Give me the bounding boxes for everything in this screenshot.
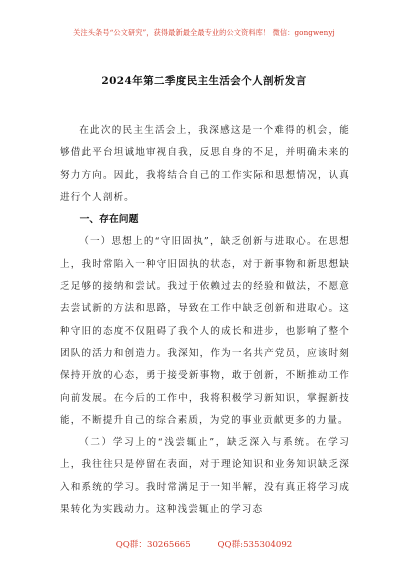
section-heading-problems: 一、存在问题: [79, 214, 139, 226]
document-title: 2024年第二季度民主生活会个人剖析发言: [101, 75, 307, 87]
footer-qq-group-1: QQ群：30265665: [115, 540, 191, 550]
footer-contact: [0, 538, 408, 550]
problem-paragraph-2: （二）学习上的“浅尝辄止”，缺乏深入与系统。在学习上，我往往只是停留在表面，对于理论知识和业务知识缺乏深入和系统的学习。我时常满足于一知半解，没有真正将学习成果转化为实践动力。这种浅尝辄止的学习态: [60, 437, 350, 516]
footer-qq-group-2: QQ群:535304092: [217, 540, 293, 550]
header-banner: 关注头条号“公文研究”，获得最新最全最专业的公文资料库！ 微信：gongwenyj: [73, 28, 335, 37]
intro-paragraph: 在此次的民主生活会上，我深感这是一个难得的机会，能够借此平台坦诚地审视自我，反思自身的不足，并明确未来的努力方向。因此，我将结合自己的工作实际和思想情况，认真进行个人剖析。: [60, 125, 350, 203]
problem-paragraph-1: （一）思想上的“守旧固执”，缺乏创新与进取心。在思想上，我时常陷入一种守旧固执的状态，对于新事物和新思想缺乏足够的接纳和尝试。我过于依赖过去的经验和做法，不愿意去尝试新的方法和思路，导致在工作中缺乏创新和进取心。这种守旧的态度不仅阻碍了我个人的成长和进步，也影响了整个团队的活力和创造力。我深知，作为一名共产党员，应该时刻保持开放的心态，勇于接受新事物，敢于创新，不断推动工作向前发展。在今后的工作中，我将积极学习新知识，掌握新技能，不断提升自己的综合素质，为党的事业贡献更多的力量。: [60, 236, 350, 426]
document-body: [60, 120, 350, 521]
